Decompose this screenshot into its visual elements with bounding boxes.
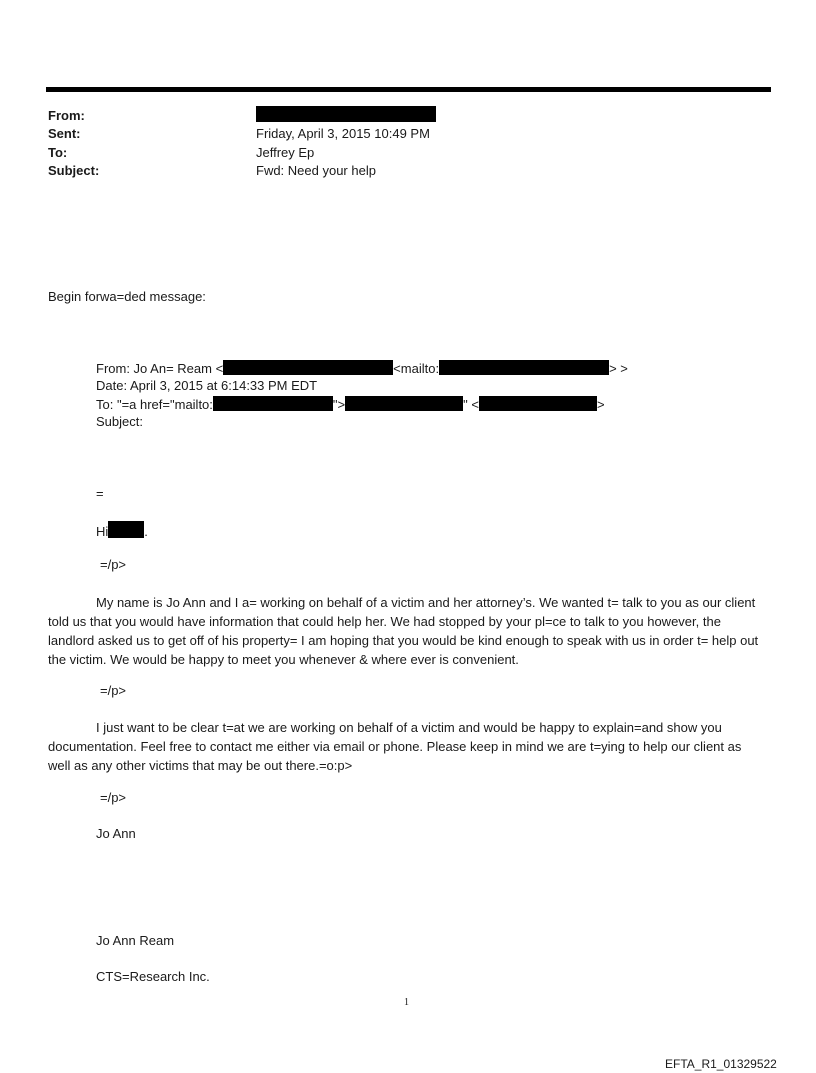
forward-mailto-close: > > bbox=[609, 361, 628, 376]
forward-to-line bbox=[96, 396, 605, 412]
signature-short: Jo Ann bbox=[96, 826, 136, 841]
body-paragraph-1: My name is Jo Ann and I a= working on behalf of a victim and her attorney’s. We wanted t= talk to you as our client told us that you would have information that could help her. We had stopped by your pl=ce to talk to you however, the landlord asked us to get off of his property= I am hoping that you would be kind enough to speak with us in order t= help out the victim. We would be happy to meet you whenever & where ever is convenient. bbox=[48, 595, 759, 667]
redaction-bar bbox=[479, 396, 597, 411]
signature-company: CTS=Research Inc. bbox=[96, 969, 210, 984]
forward-to-mid: "> bbox=[332, 397, 346, 412]
redaction-bar bbox=[439, 360, 609, 375]
redaction-bar bbox=[213, 396, 333, 411]
forward-subject-line: Subject: bbox=[96, 414, 143, 429]
p-marker: =/p> bbox=[100, 557, 127, 572]
forward-from-line bbox=[96, 360, 628, 376]
sent-label: Sent: bbox=[48, 126, 81, 141]
forward-to-quote: " < bbox=[463, 397, 479, 412]
redaction-bar bbox=[108, 521, 144, 538]
forward-from-prefix: From: Jo An= Ream < bbox=[96, 361, 224, 376]
subject-label: Subject: bbox=[48, 163, 100, 178]
equals-line: = bbox=[96, 486, 104, 501]
p-marker: =/p> bbox=[100, 683, 127, 698]
from-label: From: bbox=[48, 108, 85, 123]
p-marker: =/p> bbox=[100, 790, 127, 805]
header-rule bbox=[46, 87, 771, 92]
redaction-bar bbox=[256, 106, 436, 122]
forward-to-close: > bbox=[596, 397, 605, 412]
forward-intro: Begin forwa=ded message: bbox=[48, 289, 206, 304]
redaction-bar bbox=[345, 396, 463, 411]
subject-value: Fwd: Need your help bbox=[256, 163, 376, 178]
redaction-bar bbox=[223, 360, 393, 375]
from-value-redacted bbox=[256, 106, 436, 123]
document-id: EFTA_R1_01329522 bbox=[665, 1057, 777, 1071]
greeting-line bbox=[96, 521, 148, 539]
to-value: Jeffrey Ep bbox=[256, 145, 315, 160]
greeting-end: . bbox=[144, 524, 148, 539]
sent-value: Friday, April 3, 2015 10:49 PM bbox=[256, 126, 430, 141]
signature-full: Jo Ann Ream bbox=[96, 933, 175, 948]
forward-date-line: Date: April 3, 2015 at 6:14:33 PM EDT bbox=[96, 378, 318, 393]
body-paragraph-2: I just want to be clear t=at we are working on behalf of a victim and would be happy to explain=and show you documentation. Feel free to contact me either via email or phone. Please keep in mind we are t=ying to help our client as well as any other victims that may be out there.=o:p> bbox=[48, 720, 742, 773]
page-number: 1 bbox=[404, 997, 409, 1008]
forward-to-prefix: To: "=a href="mailto: bbox=[96, 397, 213, 412]
to-label: To: bbox=[48, 145, 68, 160]
greeting-text: Hi bbox=[96, 524, 109, 539]
forward-mailto: <mailto: bbox=[393, 361, 440, 376]
